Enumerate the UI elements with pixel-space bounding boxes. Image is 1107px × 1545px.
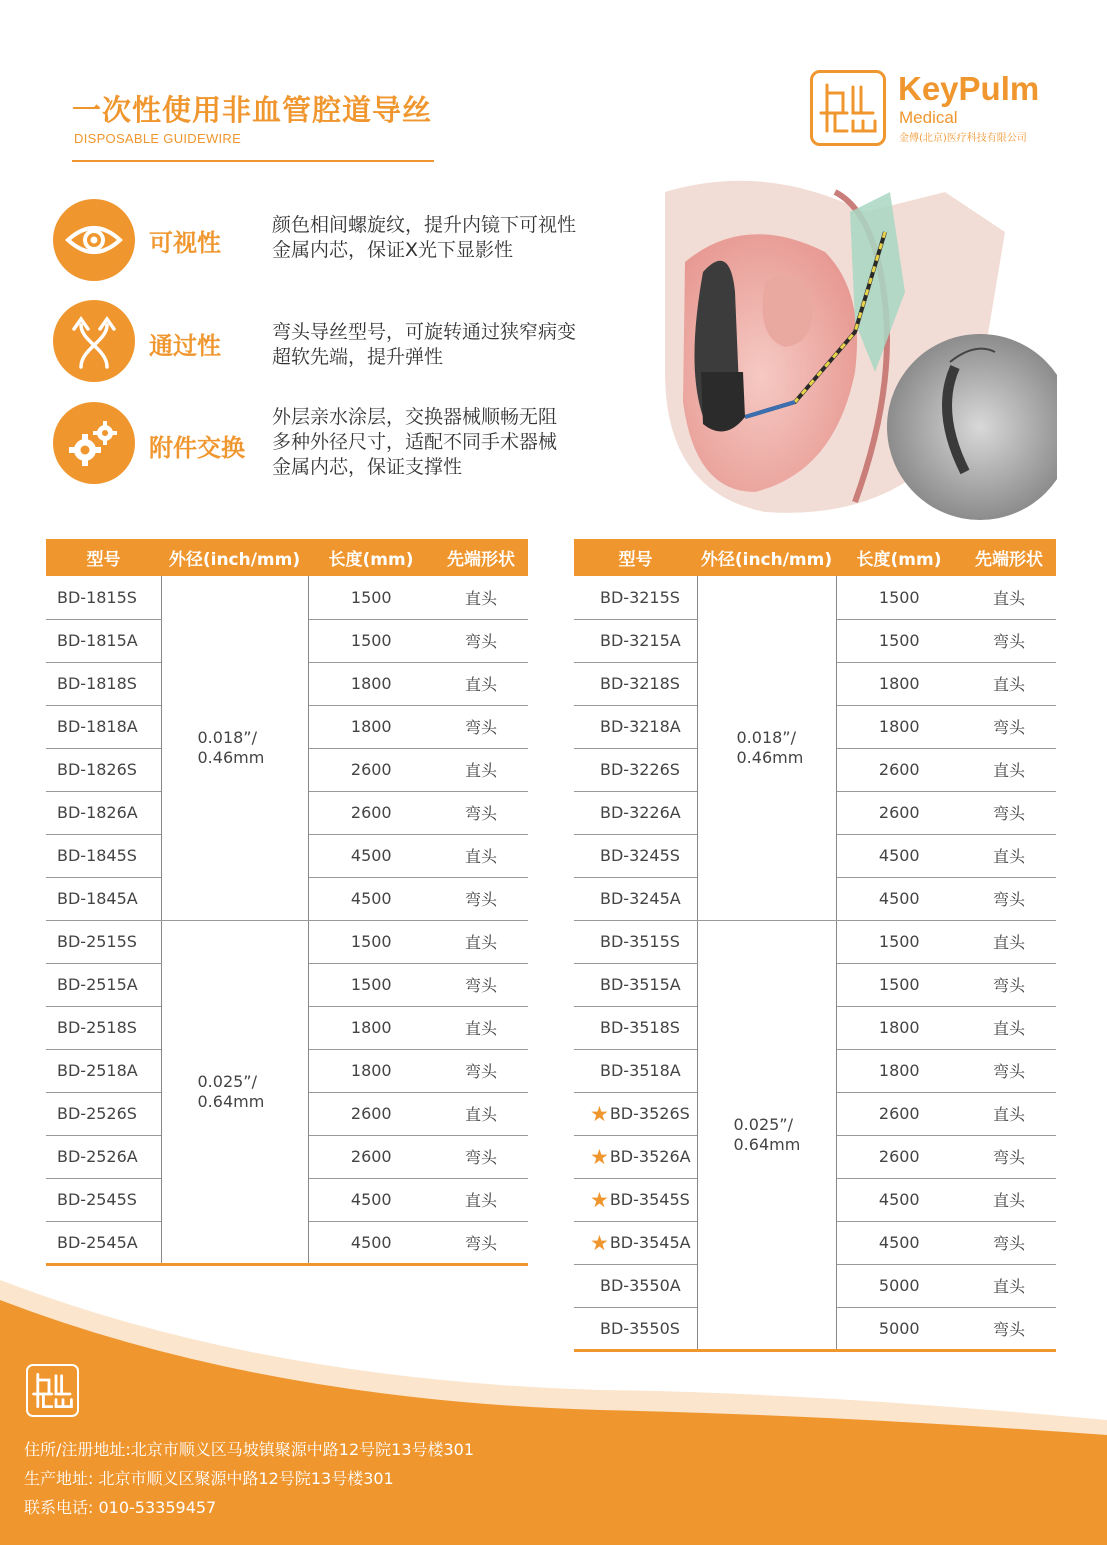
tip-cell: 直头 xyxy=(434,1178,528,1221)
length-cell: 1800 xyxy=(836,1006,962,1049)
feature-desc-line: 颜色相间螺旋纹，提升内镜下可视性 xyxy=(272,214,577,236)
tip-cell: 直头 xyxy=(434,662,528,705)
table-row xyxy=(574,576,1056,619)
tip-cell: 直头 xyxy=(962,748,1056,791)
header-model: 型号 xyxy=(46,539,161,576)
length-cell: 1500 xyxy=(308,920,434,963)
tip-cell: 弯头 xyxy=(962,1221,1056,1264)
model-cell: BD-1815A xyxy=(46,619,161,662)
length-cell: 1800 xyxy=(836,662,962,705)
od-inch: 0.018”/ xyxy=(736,727,796,747)
model-cell: BD-3215S xyxy=(574,576,697,619)
od-inch: 0.018”/ xyxy=(197,727,257,747)
tip-cell: 弯头 xyxy=(962,1135,1056,1178)
tip-cell: 弯头 xyxy=(434,619,528,662)
length-cell: 1800 xyxy=(308,705,434,748)
model-cell: BD-3245A xyxy=(574,877,697,920)
tip-cell: 弯头 xyxy=(962,619,1056,662)
length-cell: 4500 xyxy=(836,834,962,877)
model-cell: BD-3518S xyxy=(574,1006,697,1049)
spec-table-right xyxy=(574,539,1056,1352)
tip-cell: 弯头 xyxy=(962,705,1056,748)
length-cell: 1500 xyxy=(308,576,434,619)
model-cell-starred xyxy=(574,1221,697,1264)
feature-desc-line: 弯头导丝型号，可旋转通过狭窄病变 xyxy=(272,321,577,343)
length-cell: 5000 xyxy=(836,1307,962,1350)
tip-cell: 直头 xyxy=(434,1092,528,1135)
tip-cell: 直头 xyxy=(434,576,528,619)
length-cell: 4500 xyxy=(308,877,434,920)
model-cell: BD-2526A xyxy=(46,1135,161,1178)
od-inch: 0.025”/ xyxy=(197,1071,257,1091)
model-cell: BD-3518A xyxy=(574,1049,697,1092)
length-cell: 2600 xyxy=(308,791,434,834)
length-cell: 2600 xyxy=(836,1092,962,1135)
length-cell: 1800 xyxy=(308,662,434,705)
model-cell: BD-3515S xyxy=(574,920,697,963)
tip-cell: 弯头 xyxy=(962,791,1056,834)
model-cell: BD-1845S xyxy=(46,834,161,877)
model-cell: BD-3218A xyxy=(574,705,697,748)
length-cell: 2600 xyxy=(836,791,962,834)
model-cell-starred xyxy=(574,1135,697,1178)
star-icon: ★ xyxy=(590,1144,609,1169)
length-cell: 5000 xyxy=(836,1264,962,1307)
feature-desc-line: 金属内芯，保证X光下显影性 xyxy=(272,239,514,261)
gears-icon xyxy=(53,402,135,484)
model-cell: BD-1818S xyxy=(46,662,161,705)
outer-diameter-cell xyxy=(161,920,308,1264)
length-cell: 4500 xyxy=(308,834,434,877)
length-cell: 1800 xyxy=(308,1049,434,1092)
length-cell: 1500 xyxy=(836,619,962,662)
model-cell: BD-2518S xyxy=(46,1006,161,1049)
star-icon: ★ xyxy=(590,1101,609,1126)
feature-passability xyxy=(53,300,633,382)
od-mm: 0.46mm xyxy=(197,747,265,767)
feature-name: 可视性 xyxy=(149,229,221,257)
tip-cell: 直头 xyxy=(962,834,1056,877)
length-cell: 2600 xyxy=(836,748,962,791)
length-cell: 1500 xyxy=(308,963,434,1006)
header-model: 型号 xyxy=(574,539,697,576)
model-cell: BD-1818A xyxy=(46,705,161,748)
tip-cell: 直头 xyxy=(962,1006,1056,1049)
tip-cell: 直头 xyxy=(962,1178,1056,1221)
model-cell: BD-2518A xyxy=(46,1049,161,1092)
brand-sub: Medical xyxy=(899,108,958,127)
tip-cell: 弯头 xyxy=(434,877,528,920)
header-length: 长度(mm) xyxy=(836,539,962,576)
model-cell: BD-1826A xyxy=(46,791,161,834)
length-cell: 1500 xyxy=(308,619,434,662)
tip-cell: 弯头 xyxy=(434,1049,528,1092)
length-cell: 1800 xyxy=(836,1049,962,1092)
length-cell: 4500 xyxy=(836,1178,962,1221)
length-cell: 4500 xyxy=(836,877,962,920)
od-mm: 0.64mm xyxy=(733,1134,801,1154)
model-cell: BD-3215A xyxy=(574,619,697,662)
tip-cell: 直头 xyxy=(434,748,528,791)
tip-cell: 直头 xyxy=(434,1006,528,1049)
tip-cell: 弯头 xyxy=(434,1135,528,1178)
page-subtitle: DISPOSABLE GUIDEWIRE xyxy=(74,131,242,146)
tip-cell: 直头 xyxy=(962,1092,1056,1135)
spec-table-left xyxy=(46,539,528,1266)
model-cell: BD-3245S xyxy=(574,834,697,877)
brand-name: KeyPulm xyxy=(898,70,1040,107)
tip-cell: 直头 xyxy=(962,576,1056,619)
brand-logo xyxy=(810,70,1060,150)
model-cell: BD-1845A xyxy=(46,877,161,920)
length-cell: 2600 xyxy=(836,1135,962,1178)
outer-diameter-cell xyxy=(161,576,308,920)
od-inch: 0.025”/ xyxy=(733,1114,793,1134)
header-tip-shape: 先端形状 xyxy=(962,539,1056,576)
eye-icon xyxy=(53,199,135,281)
length-cell: 4500 xyxy=(308,1178,434,1221)
tip-cell: 弯头 xyxy=(962,963,1056,1006)
page-title: 一次性使用非血管腔道导丝 xyxy=(72,93,433,127)
length-cell: 1800 xyxy=(836,705,962,748)
length-cell: 1500 xyxy=(836,576,962,619)
title-divider xyxy=(72,160,434,162)
footer-production-address: 生产地址: 北京市顺义区聚源中路12号院13号楼301 xyxy=(24,1469,394,1488)
model-cell: BD-2545S xyxy=(46,1178,161,1221)
feature-visibility xyxy=(53,199,633,281)
tip-cell: 弯头 xyxy=(434,705,528,748)
feature-desc-line: 多种外径尺寸，适配不同手术器械 xyxy=(272,431,558,453)
table-header-row xyxy=(46,539,528,576)
model-cell-starred xyxy=(574,1092,697,1135)
anatomy-illustration xyxy=(645,172,1057,528)
tip-cell: 弯头 xyxy=(434,1221,528,1264)
table-header-row xyxy=(574,539,1056,576)
length-cell: 2600 xyxy=(308,1092,434,1135)
model-cell: BD-2526S xyxy=(46,1092,161,1135)
feature-desc-line: 金属内芯，保证支撑性 xyxy=(272,456,463,478)
feature-accessory-exchange xyxy=(53,402,633,484)
star-icon: ★ xyxy=(590,1187,609,1212)
brand-company: 金傅(北京)医疗科技有限公司 xyxy=(899,133,1027,144)
model-cell: BD-3218S xyxy=(574,662,697,705)
tip-cell: 直头 xyxy=(962,662,1056,705)
header-tip-shape: 先端形状 xyxy=(434,539,528,576)
model-cell: BD-3226S xyxy=(574,748,697,791)
logo-mark-icon xyxy=(810,70,886,146)
length-cell: 2600 xyxy=(308,748,434,791)
od-mm: 0.64mm xyxy=(197,1091,265,1111)
footer-phone: 联系电话: 010-53359457 xyxy=(24,1498,217,1517)
header-outer-diameter: 外径(inch/mm) xyxy=(697,539,836,576)
tip-cell: 弯头 xyxy=(434,791,528,834)
length-cell: 2600 xyxy=(308,1135,434,1178)
model-cell: BD-2545A xyxy=(46,1221,161,1264)
footer-logo-icon xyxy=(26,1364,79,1417)
model-cell: BD-1815S xyxy=(46,576,161,619)
model-cell: BD-2515S xyxy=(46,920,161,963)
model-label: BD-3526S xyxy=(609,1103,690,1123)
header-outer-diameter: 外径(inch/mm) xyxy=(161,539,308,576)
length-cell: 4500 xyxy=(308,1221,434,1264)
feature-name: 附件交换 xyxy=(149,434,245,462)
length-cell: 1500 xyxy=(836,963,962,1006)
model-cell: BD-3515A xyxy=(574,963,697,1006)
outer-diameter-cell xyxy=(697,576,836,920)
length-cell: 1800 xyxy=(308,1006,434,1049)
tip-cell: 弯头 xyxy=(962,1049,1056,1092)
model-cell: BD-3550S xyxy=(574,1307,697,1350)
star-icon: ★ xyxy=(590,1230,609,1255)
table-row xyxy=(574,920,1056,963)
tip-cell: 弯头 xyxy=(962,1307,1056,1350)
tip-cell: 直头 xyxy=(434,834,528,877)
length-cell: 1500 xyxy=(836,920,962,963)
od-mm: 0.46mm xyxy=(736,747,804,767)
model-cell-starred xyxy=(574,1178,697,1221)
crossing-wires-icon xyxy=(53,300,135,382)
footer-address: 住所/注册地址:北京市顺义区马坡镇聚源中路12号院13号楼301 xyxy=(24,1440,475,1459)
table-row xyxy=(46,920,528,963)
length-cell: 4500 xyxy=(836,1221,962,1264)
model-cell: BD-3550A xyxy=(574,1264,697,1307)
table-row xyxy=(46,576,528,619)
feature-name: 通过性 xyxy=(149,332,221,360)
model-cell: BD-3226A xyxy=(574,791,697,834)
model-cell: BD-2515A xyxy=(46,963,161,1006)
model-label: BD-3545A xyxy=(609,1232,691,1252)
model-label: BD-3526A xyxy=(609,1146,691,1166)
model-label: BD-3545S xyxy=(609,1189,690,1209)
feature-desc-line: 外层亲水涂层，交换器械顺畅无阻 xyxy=(272,406,558,428)
header-length: 长度(mm) xyxy=(308,539,434,576)
feature-desc-line: 超软先端，提升弹性 xyxy=(272,346,444,368)
tip-cell: 直头 xyxy=(434,920,528,963)
model-cell: BD-1826S xyxy=(46,748,161,791)
tip-cell: 直头 xyxy=(962,920,1056,963)
tip-cell: 直头 xyxy=(962,1264,1056,1307)
tip-cell: 弯头 xyxy=(434,963,528,1006)
tip-cell: 弯头 xyxy=(962,877,1056,920)
